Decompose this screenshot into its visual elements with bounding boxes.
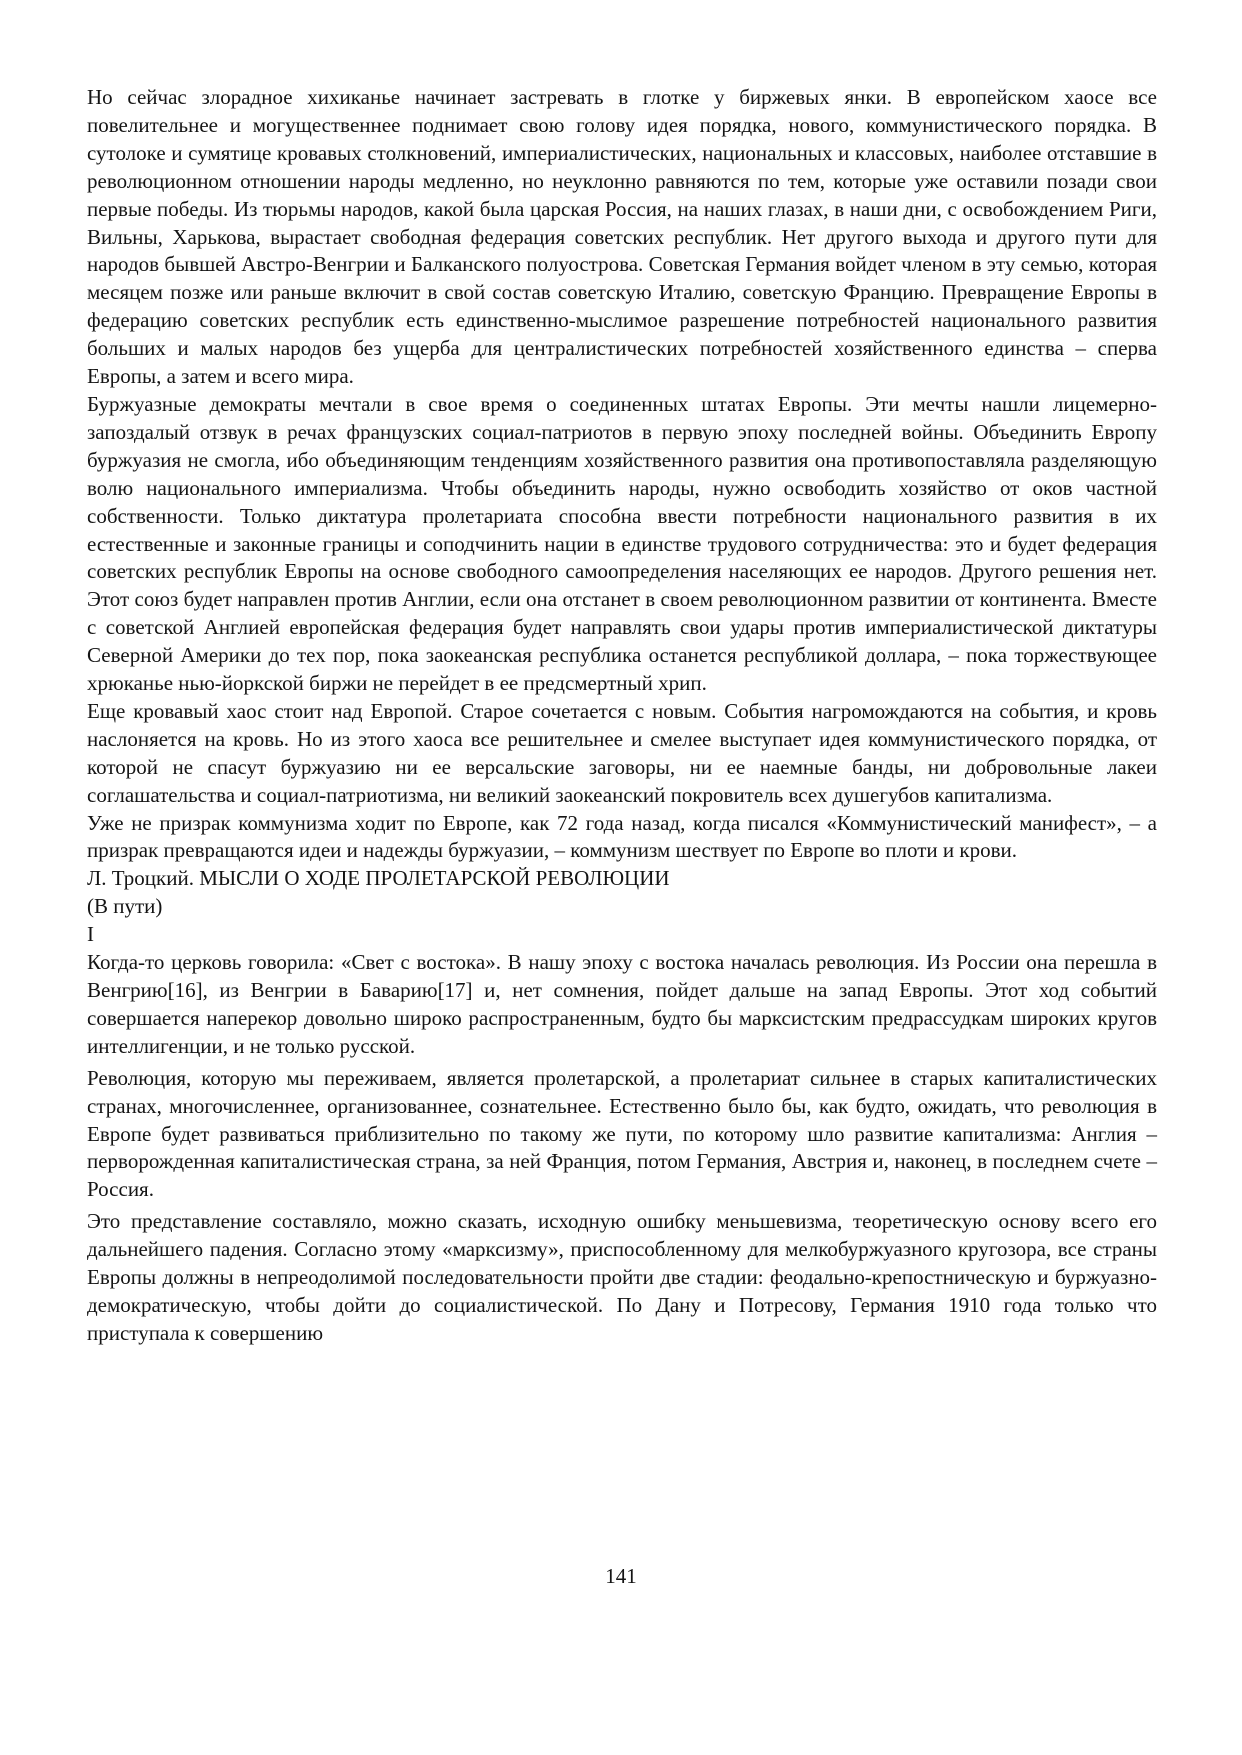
paragraph: Уже не призрак коммунизма ходит по Европе, как 72 года назад, когда писался «Коммунистический манифест», – а призрак превращаются идеи и надежды буржуазии, – коммунизм шествует по Европе во плоти и крови.	[87, 810, 1157, 863]
paragraph: Но сейчас злорадное хихиканье начинает застревать в глотке у биржевых янки. В европейском хаосе все повелительнее и могущественнее поднимает свою голову идея порядка, нового, коммунистического порядка. В сутолоке и сумятице кровавых столкновений, империалистических, национальных и классовых, наиболее отставшие в революционном отношении народы медленно, но неуклонно равняются по тем, которые уже оставили позади свои первые победы. Из тюрьмы народов, какой была царская Россия, на наших глазах, в наши дни, с освобождением Риги, Вильны, Харькова, вырастает свободная федерация советских республик. Нет другого выхода и другого пути для народов бывшей Австро-Венгрии и Балканского полуострова. Советская Германия войдет членом в эту семью, которая месяцем позже или раньше включит в свой состав советскую Италию, советскую Францию. Превращение Европы в федерацию советских республик есть единственно-мыслимое разрешение потребностей национального развития больших и малых народов без ущерба для централистических потребностей хозяйственного единства – сперва Европы, а затем и всего мира.	[87, 85, 1157, 389]
page-number: 141	[605, 1564, 637, 1588]
section-number: I	[87, 922, 94, 947]
article-paragraph: Это представление составляло, можно сказать, исходную ошибку меньшевизма, теоретическую основу всего его дальнейшего падения. Согласно этому «марксизму», приспособленному для мелкобуржуазного кругозора, все страны Европы должны в непреодолимой последовательности пройти две стадии: феодально-крепостническую и буржуазно-демократическую, чтобы дойти до социалистической. По Дану и Потресову, Германия 1910 года только что приступала к совершению	[87, 1209, 1157, 1345]
article-paragraph: Революция, которую мы переживаем, является пролетарской, а пролетариат сильнее в старых капиталистических странах, многочисленнее, организованнее, сознательнее. Естественно было бы, как будто, ожидать, что революция в Европе будет развиваться приблизительно по такому же пути, по которому шло развитие капитализма: Англия – перворожденная капиталистическая страна, за ней Франция, потом Германия, Австрия и, наконец, в последнем счете – Россия.	[87, 1065, 1157, 1202]
article-paragraph: Когда-то церковь говорила: «Свет с востока». В нашу эпоху с востока началась революция. Из России она перешла в Венгрию[16], из Венгрии в Баварию[17] и, нет сомнения, пойдет дальше на запад Европы. Этот ход событий совершается наперекор довольно широко распространенным, будто бы марксистским предрассудкам широких кругов интеллигенции, и не только русской.	[87, 950, 1157, 1058]
paragraph: Буржуазные демократы мечтали в свое время о соединенных штатах Европы. Эти мечты нашли лицемерно-запоздалый отзвук в речах французских социал-патриотов в первую эпоху последней войны. Объединить Европу буржуазия не смогла, ибо объединяющим тенденциям хозяйственного развития она противопоставляла разделяющую волю национального империализма. Чтобы объединить народы, нужно освободить хозяйство от оков частной собственности. Только диктатура пролетариата способна ввести потребности национального развития в их естественные и законные границы и соподчинить нации в единстве трудового сотрудничества: это и будет федерация советских республик Европы на основе свободного самоопределения населяющих ее народов. Другого решения нет. Этот союз будет направлен против Англии, если она отстанет в своем революционном развитии от континента. Вместе с советской Англией европейская федерация будет направлять свои удары против империалистической диктатуры Северной Америки до тех пор, пока заокеанская республика останется республикой доллара, – пока торжествующее хрюканье нью-йоркской биржи не перейдет в ее предсмертный хрип.	[87, 391, 1157, 696]
page-body	[87, 84, 1157, 1348]
article-subtitle: (В пути)	[87, 894, 163, 919]
paragraph: Еще кровавый хаос стоит над Европой. Старое сочетается с новым. События нагромождаются на события, и кровь наслоняется на кровь. Но из этого хаоса все решительнее и смелее выступает идея коммунистического порядка, от которой не спасут буржуазию ни ее версальские заговоры, ни ее наемные банды, ни добровольные лакеи соглашательства и социал-патриотизма, ни великий заокеанский покровитель всех душегубов капитализма.	[87, 698, 1157, 807]
article-title: Л. Троцкий. МЫСЛИ О ХОДЕ ПРОЛЕТАРСКОЙ РЕВОЛЮЦИИ	[87, 866, 670, 891]
